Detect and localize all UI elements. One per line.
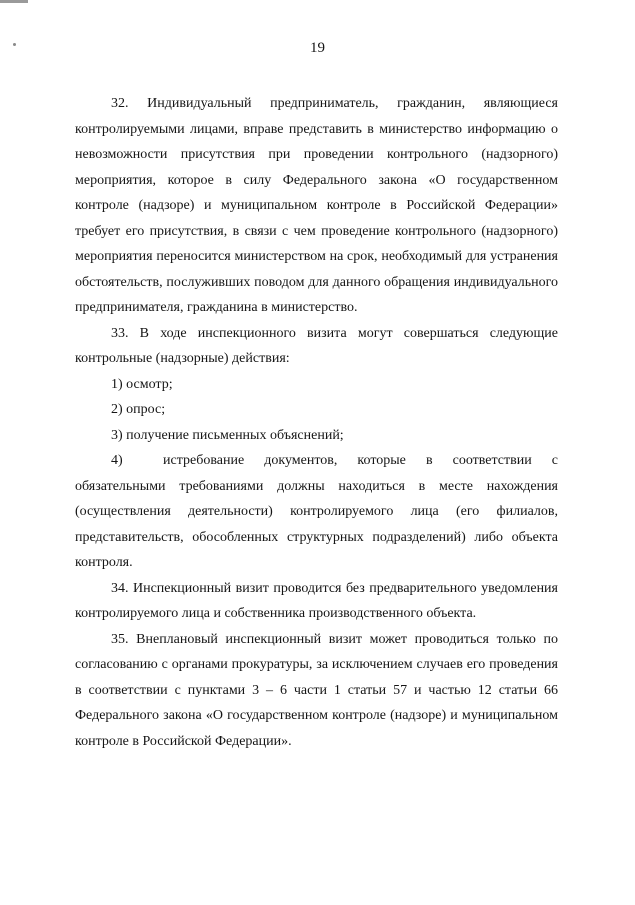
list-item-4-number: 4): [111, 453, 123, 468]
paragraph-33: 33. В ходе инспекционного визита могут совершаться следующие контрольные (надзорные) действия:: [75, 325, 558, 366]
page-number: 19: [310, 40, 325, 56]
paragraph-35: 35. Внеплановый инспекционный визит может проводиться только по согласованию с органами прокуратуры, за исключением случаев его проведения в соответствии с пунктами 3 – 6 части 1 статьи 57 и частью 12 статьи 66 Федерального закона «О государственном контроле (надзоре) и муниципальном контроле в Российской Федерации».: [75, 631, 558, 749]
list-item-2: 2) опрос;: [111, 402, 166, 417]
paragraph-34: 34. Инспекционный визит проводится без предварительного уведомления контролируемого лица и собственника производственного объекта.: [75, 580, 558, 621]
list-item-3: 3) получение письменных объяснений;: [111, 427, 344, 443]
scan-corner-mark: [0, 0, 28, 3]
paragraph-32: 32. Индивидуальный предприниматель, гражданин, являющиеся контролируемыми лицами, вправе представить в министерство информацию о невозможности присутствия при проведении контрольного (надзорного) мероприятия, которое в силу Федерального закона «О государственном контроле (надзоре) и муниципальном контроле в Российской Федерации» требует его присутствия, в связи с чем проведение контрольного (надзорного) мероприятия переносится министерством на срок, необходимый для устранения обстоятельств, послуживших поводом для данного обращения индивидуального предпринимателя, гражданина в министерство.: [75, 96, 558, 315]
list-item-4-text: истребование документов, которые в соответствии с обязательными требованиями должны находиться в месте нахождения (осуществления деятельности) контролируемого лица (его филиалов, представительств, обособленных структурных подразделений) либо объекта контроля.: [75, 453, 558, 570]
list-item-4: [75, 448, 558, 576]
document-body: [75, 91, 558, 754]
list-item-1: 1) осмотр;: [111, 376, 173, 392]
